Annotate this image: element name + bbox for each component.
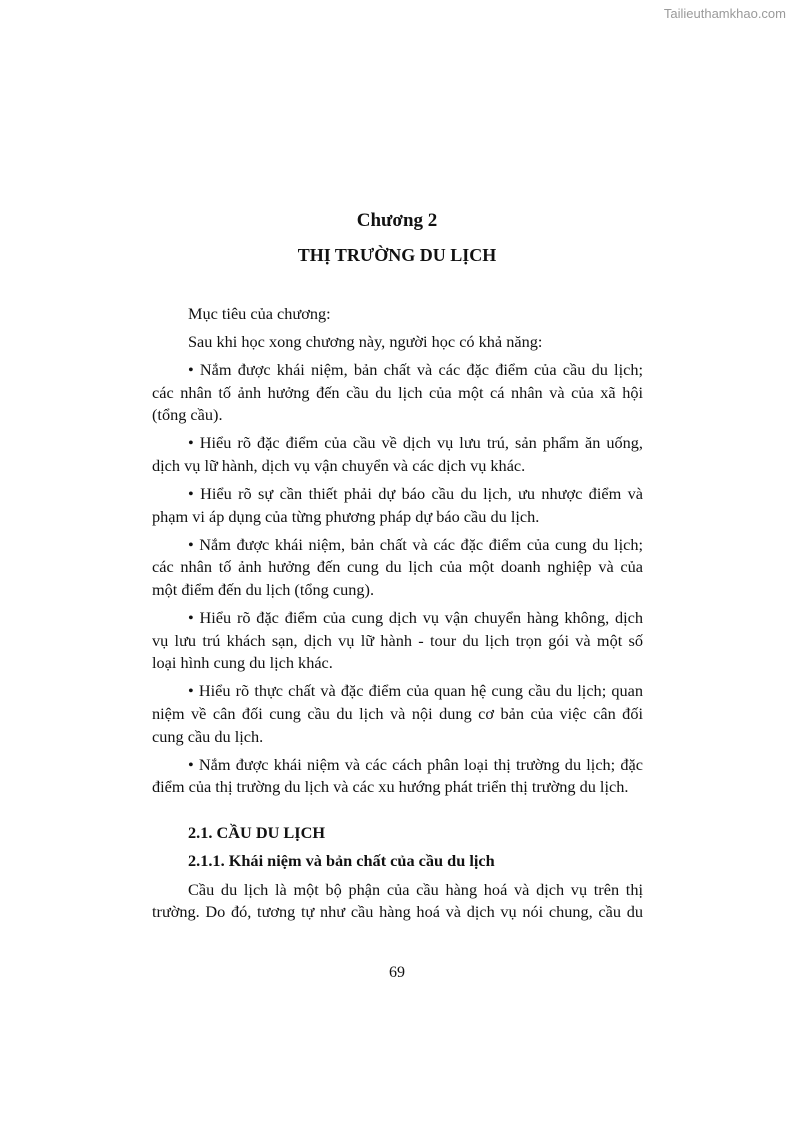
objective-line: điểm của thị trường du lịch và các xu hướng phát triển thị trường du lịch. bbox=[152, 777, 629, 797]
chapter-number: Chương 2 bbox=[356, 210, 438, 231]
objective-line: • Nắm được khái niệm và các cách phân loại thị trường du lịch; đặc bbox=[188, 754, 643, 774]
objective-line: • Hiểu rõ sự cần thiết phải dự báo cầu du lịch, ưu nhược điểm và bbox=[188, 484, 643, 504]
objectives-list bbox=[152, 359, 643, 799]
objective-item bbox=[152, 607, 643, 675]
objective-line: • Hiểu rõ đặc điểm của cung dịch vụ vận chuyển hàng không, dịch bbox=[188, 608, 643, 628]
objective-line: loại hình cung du lịch khác. bbox=[152, 653, 333, 673]
objective-line: • Hiểu rõ thực chất và đặc điểm của quan hệ cung cầu du lịch; quan bbox=[188, 681, 643, 701]
objective-line: các nhân tố ảnh hưởng đến cầu du lịch của một cá nhân và của xã hội bbox=[152, 382, 643, 402]
paragraph-line: Cầu du lịch là một bộ phận của cầu hàng hoá và dịch vụ trên thị bbox=[188, 879, 643, 899]
objective-line: (tổng cầu). bbox=[152, 405, 223, 425]
objective-item bbox=[152, 680, 643, 748]
objective-line: cung cầu du lịch. bbox=[152, 726, 264, 746]
subsection-heading: 2.1.1. Khái niệm và bản chất của cầu du lịch bbox=[188, 851, 495, 871]
objective-item bbox=[152, 534, 643, 602]
intro-line: Sau khi học xong chương này, người học có khả năng: bbox=[188, 332, 543, 352]
objective-item bbox=[152, 359, 643, 427]
paragraph-line: trường. Do đó, tương tự như cầu hàng hoá và dịch vụ nói chung, cầu du bbox=[152, 902, 643, 922]
page-number: 69 bbox=[389, 964, 405, 981]
objective-line: các nhân tố ảnh hưởng đến cung du lịch của một doanh nghiệp và của bbox=[152, 557, 643, 577]
objective-line: một điểm đến du lịch (tổng cung). bbox=[152, 580, 375, 600]
objective-line: phạm vi áp dụng của từng phương pháp dự báo cầu du lịch. bbox=[152, 506, 540, 526]
objective-item bbox=[152, 432, 643, 477]
page-body bbox=[152, 303, 643, 929]
objective-line: • Nắm được khái niệm, bản chất và các đặc điểm của cầu du lịch; bbox=[188, 360, 643, 380]
intro-line: Mục tiêu của chương: bbox=[188, 304, 331, 323]
watermark: Tailieuthamkhao.com bbox=[663, 6, 786, 21]
objective-item bbox=[152, 483, 643, 528]
body-paragraph bbox=[152, 879, 643, 924]
objective-line: dịch vụ lữ hành, dịch vụ vận chuyển và các dịch vụ khác. bbox=[152, 456, 526, 476]
chapter-title: THỊ TRƯỜNG DU LỊCH bbox=[297, 245, 497, 265]
objective-line: vụ lưu trú khách sạn, dịch vụ lữ hành - tour du lịch trọn gói và một số bbox=[152, 630, 643, 650]
section-heading: 2.1. CẦU DU LỊCH bbox=[188, 823, 326, 843]
objective-line: niệm về cân đối cung cầu du lịch và nội dung cơ bản của việc cân đối bbox=[152, 704, 643, 723]
objective-line: • Nắm được khái niệm, bản chất và các đặc điểm của cung du lịch; bbox=[188, 534, 643, 554]
objective-line: • Hiểu rõ đặc điểm của cầu về dịch vụ lưu trú, sản phẩm ăn uống, bbox=[188, 433, 643, 453]
objective-item bbox=[152, 754, 643, 799]
